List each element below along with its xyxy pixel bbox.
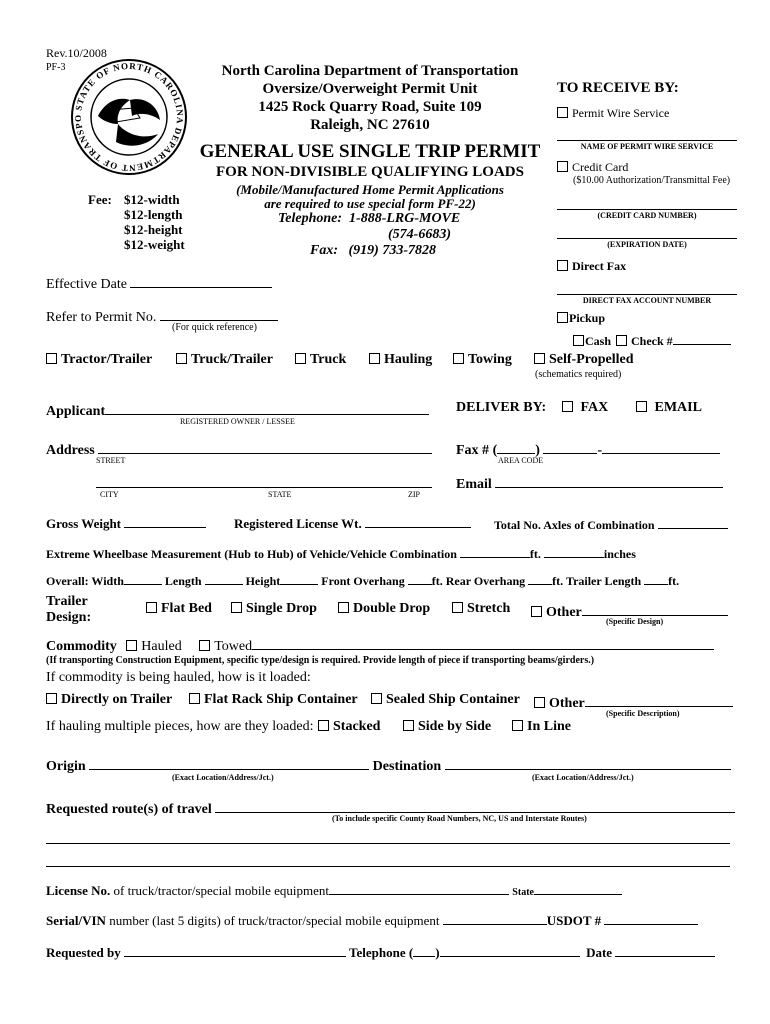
fax-row [310, 243, 436, 259]
design-label: Stretch [467, 601, 511, 616]
rear-overhang-unit: ft. [552, 574, 564, 588]
fee-width: $12-width [124, 192, 180, 207]
registered-wt-label: Registered License Wt. [234, 516, 362, 531]
vehicle-type-hauling[interactable] [369, 352, 432, 368]
applicant-fax-row: Fax # ( ) - [456, 439, 720, 459]
checkbox[interactable] [46, 693, 57, 704]
route-line-2[interactable] [46, 843, 730, 844]
area-code-caption: AREA CODE [498, 456, 544, 465]
destination-label: Destination [372, 759, 442, 774]
checkbox[interactable] [453, 353, 464, 364]
commodity-row [46, 635, 714, 655]
license-label-text: of truck/tractor/special mobile equipment [110, 883, 330, 898]
effective-date-row [46, 273, 272, 293]
gross-weight-field[interactable] [124, 513, 206, 528]
wheelbase-row [46, 543, 636, 562]
loaded-directly-on-trailer[interactable] [46, 692, 172, 708]
deliver-by-label: DELIVER BY: [456, 400, 547, 415]
deliver-fax-option[interactable] [562, 400, 608, 416]
origin-label: Origin [46, 759, 86, 774]
loaded-label: Flat Rack Ship Container [204, 692, 358, 707]
wheelbase-inches-field[interactable] [544, 543, 604, 558]
checkbox[interactable] [534, 353, 545, 364]
serial-label-bold: Serial/VIN [46, 913, 106, 928]
svg-text:STATE OF NORTH CAROLINA DEPAR: STATE OF NORTH CAROLINA DEPARTMENT OF TRANSPO [72, 60, 186, 174]
revision-label: Rev.10/2008 [46, 46, 107, 60]
expiration-date-field[interactable] [557, 238, 737, 239]
route-line-3[interactable] [46, 866, 730, 867]
check-label: Check # [631, 334, 673, 348]
design-other-caption: (Specific Design) [606, 617, 664, 626]
email-field[interactable] [495, 473, 723, 488]
cash-checkbox[interactable] [573, 335, 584, 346]
trailer-design-label-1: Trailer [46, 594, 88, 609]
fee-length: $12-length [124, 207, 183, 222]
checkbox[interactable] [371, 693, 382, 704]
direct-fax-caption: DIRECT FAX ACCOUNT NUMBER [582, 296, 712, 305]
serial-field[interactable] [443, 910, 547, 925]
deliver-email-option[interactable] [636, 400, 702, 416]
telephone-row [278, 211, 460, 227]
fax-area-code-field[interactable] [497, 439, 535, 454]
deliver-fax-checkbox[interactable] [562, 401, 573, 412]
header-city: Raleigh, NC 27610 [310, 117, 430, 133]
vehicle-type-label: Towing [468, 352, 512, 367]
vehicle-type-tractor-trailer[interactable] [46, 352, 152, 368]
multiple-in-line[interactable] [512, 719, 571, 735]
page-title: GENERAL USE SINGLE TRIP PERMIT [199, 141, 541, 162]
design-label: Flat Bed [161, 601, 212, 616]
requested-date-field[interactable] [615, 942, 715, 957]
axles-field[interactable] [658, 514, 728, 529]
gross-weight-label: Gross Weight [46, 516, 122, 531]
axles-row [494, 514, 728, 533]
checkbox[interactable] [146, 602, 157, 613]
design-label: Other [546, 605, 582, 620]
requested-by-row: Requested by Telephone ( ) Date [46, 942, 715, 961]
email-label: Email [456, 477, 492, 492]
state-caption: STATE [268, 490, 292, 499]
destination-field[interactable] [445, 755, 731, 770]
serial-row [46, 910, 698, 929]
hauled-checkbox[interactable] [126, 640, 137, 651]
cash-label: Cash [585, 334, 612, 348]
email-row [456, 473, 723, 493]
telephone-number: 1-888-LRG-MOVE [349, 211, 461, 226]
zip-caption: ZIP [408, 490, 420, 499]
credit-card-checkbox[interactable] [557, 161, 568, 172]
checkbox[interactable] [452, 602, 463, 613]
license-state-label: State [512, 887, 534, 898]
receive-title: TO RECEIVE BY: [557, 80, 679, 96]
design-double-drop[interactable] [338, 601, 430, 617]
header-address: 1425 Rock Quarry Road, Suite 109 [258, 99, 482, 115]
cash-check-row [573, 330, 731, 349]
loaded-flat-rack[interactable] [189, 692, 358, 708]
axles-label: Total No. Axles of Combination [494, 518, 655, 532]
multiple-side-by-side[interactable] [403, 719, 491, 735]
applicant-field[interactable] [105, 400, 429, 415]
fax-number: (919) 733-7828 [348, 243, 436, 258]
checkbox[interactable] [338, 602, 349, 613]
design-single-drop[interactable] [231, 601, 317, 617]
multiple-label: In Line [527, 719, 571, 734]
fee-weight: $12-weight [124, 237, 185, 252]
registered-wt-row [234, 513, 471, 532]
wheelbase-ft-field[interactable] [460, 543, 530, 558]
checkbox[interactable] [531, 606, 542, 617]
hauled-label: Hauled [141, 639, 182, 654]
design-other-field[interactable] [582, 601, 728, 616]
fax-label: Fax: [310, 243, 338, 258]
page-subtitle: FOR NON-DIVISIBLE QUALIFYING LOADS [216, 164, 524, 180]
requested-date-label: Date [586, 945, 613, 960]
loaded-other-caption: (Specific Description) [606, 709, 680, 718]
refer-caption: (For quick reference) [172, 322, 257, 333]
vehicle-type-label: Self-Propelled [549, 352, 634, 367]
street-caption: STREET [96, 456, 126, 465]
direct-fax-label: Direct Fax [572, 259, 627, 273]
trailer-length-field[interactable] [644, 570, 668, 585]
requested-by-label: Requested by [46, 945, 121, 960]
destination-caption: (Exact Location/Address/Jct.) [532, 773, 634, 782]
header-agency: North Carolina Department of Transportation [221, 63, 519, 79]
rear-overhang-label: Rear Overhang [445, 574, 526, 588]
checkbox[interactable] [318, 720, 329, 731]
commodity-field[interactable] [252, 635, 714, 650]
license-label-bold: License No. [46, 883, 111, 898]
ncdot-seal-logo [70, 58, 188, 176]
applicant-label: Applicant [46, 404, 106, 419]
overall-width-label: Overall: Width [46, 574, 124, 588]
loaded-question: If commodity is being hauled, how is it loaded: [46, 670, 311, 685]
permit-wire-checkbox[interactable] [557, 107, 568, 118]
registered-wt-field[interactable] [365, 513, 471, 528]
license-row [46, 880, 622, 899]
route-caption: (To include specific County Road Numbers, NC, US and Interstate Routes) [332, 814, 587, 823]
trailer-design-label-2: Design: [46, 610, 92, 625]
multiple-label: Stacked [333, 719, 381, 734]
street-field[interactable] [98, 439, 432, 454]
loaded-label: Sealed Ship Container [386, 692, 520, 707]
commodity-note: (If transporting Construction Equipment, specific type/design is required. Provide length of piece if transporting beams/girders.) [46, 655, 595, 666]
front-overhang-unit: ft. [431, 574, 443, 588]
design-flat-bed[interactable] [146, 601, 212, 617]
deliver-fax-label: FAX [580, 400, 609, 415]
credit-card-label: Credit Card [572, 160, 629, 174]
serial-label-text: number (last 5 digits) of truck/tractor/special mobile equipment [105, 913, 440, 928]
front-overhang-label: Front Overhang [321, 574, 405, 588]
loaded-other-field[interactable] [585, 692, 733, 707]
check-number-field[interactable] [673, 330, 731, 345]
checkbox[interactable] [231, 602, 242, 613]
checkbox[interactable] [534, 697, 545, 708]
vehicle-type-truck[interactable] [295, 352, 346, 368]
route-field[interactable] [215, 798, 735, 813]
multiple-question: If hauling multiple pieces, how are they loaded: [46, 719, 314, 734]
header-unit: Oversize/Overweight Permit Unit [262, 81, 478, 97]
trailer-length-label: Trailer Length [565, 574, 642, 588]
vehicle-type-towing[interactable] [453, 352, 512, 368]
header-note-1: (Mobile/Manufactured Home Permit Applications [236, 182, 504, 197]
length-field[interactable] [205, 570, 243, 585]
checkbox[interactable] [46, 353, 57, 364]
telephone-alt: (574-6683) [388, 227, 451, 242]
schematics-note: (schematics required) [535, 369, 622, 380]
loaded-sealed-container[interactable] [371, 692, 520, 708]
fee-height: $12-height [124, 222, 183, 237]
permit-wire-field[interactable] [557, 140, 737, 141]
refer-permit-field[interactable] [160, 306, 278, 321]
applicant-fax-label: Fax # [456, 443, 490, 458]
height-label: Height [245, 574, 281, 588]
fee-label: Fee: [88, 192, 112, 207]
form-number: PF-3 [46, 62, 66, 73]
credit-card-caption: (CREDIT CARD NUMBER) [597, 211, 697, 220]
route-label: Requested route(s) of travel [46, 802, 212, 817]
origin-caption: (Exact Location/Address/Jct.) [172, 773, 274, 782]
checkbox[interactable] [295, 353, 306, 364]
usdot-field[interactable] [604, 910, 698, 925]
fax-prefix-field[interactable] [543, 439, 597, 454]
checkbox[interactable] [403, 720, 414, 731]
front-overhang-field[interactable] [408, 570, 432, 585]
origin-field[interactable] [89, 755, 369, 770]
requested-telephone-field[interactable] [440, 942, 580, 957]
credit-card-number-field[interactable] [557, 209, 737, 210]
wheelbase-inches-unit: inches [603, 547, 636, 561]
credit-card-note: ($10.00 Authorization/Transmittal Fee) [573, 175, 731, 186]
origin-row [46, 755, 731, 775]
deliver-email-label: EMAIL [654, 400, 702, 415]
checkbox[interactable] [176, 353, 187, 364]
height-field[interactable] [280, 570, 318, 585]
design-stretch[interactable] [452, 601, 510, 617]
usdot-label: USDOT # [546, 913, 602, 928]
refer-permit-label: Refer to Permit No. [46, 310, 157, 325]
permit-wire-label: Permit Wire Service [572, 106, 670, 120]
permit-wire-option[interactable] [557, 106, 669, 121]
multiple-stacked[interactable] [318, 719, 380, 735]
commodity-label: Commodity [46, 639, 117, 654]
license-state-field[interactable] [534, 880, 622, 895]
telephone-label: Telephone: [278, 211, 343, 226]
rear-overhang-field[interactable] [528, 570, 552, 585]
vehicle-type-label: Tractor/Trailer [61, 352, 153, 367]
direct-fax-option[interactable] [557, 259, 626, 274]
dimensions-row [46, 570, 679, 589]
effective-date-label: Effective Date [46, 277, 127, 292]
requested-by-field[interactable] [124, 942, 346, 957]
requested-area-code-field[interactable] [413, 942, 435, 957]
loaded-label: Directly on Trailer [61, 692, 173, 707]
design-label: Double Drop [353, 601, 431, 616]
multiple-label: Side by Side [418, 719, 492, 734]
vehicle-type-label: Truck/Trailer [191, 352, 273, 367]
wheelbase-ft-unit: ft. [529, 547, 541, 561]
check-checkbox[interactable] [616, 335, 627, 346]
checkbox[interactable] [369, 353, 380, 364]
deliver-email-checkbox[interactable] [636, 401, 647, 412]
length-label: Length [164, 574, 202, 588]
address-label: Address [46, 443, 95, 458]
header-note-2: are required to use special form PF-22) [264, 196, 476, 211]
checkbox[interactable] [512, 720, 523, 731]
city-caption: CITY [100, 490, 119, 499]
design-label: Single Drop [246, 601, 317, 616]
checkbox[interactable] [189, 693, 200, 704]
license-field[interactable] [329, 880, 509, 895]
towed-label: Towed [214, 639, 253, 654]
trailer-length-unit: ft. [668, 574, 680, 588]
vehicle-type-label: Hauling [384, 352, 433, 367]
towed-checkbox[interactable] [199, 640, 210, 651]
applicant-caption: REGISTERED OWNER / LESSEE [180, 417, 295, 426]
vehicle-type-label: Truck [310, 352, 347, 367]
loaded-label: Other [549, 696, 585, 711]
credit-card-option[interactable] [557, 160, 628, 175]
city-state-zip-field[interactable] [96, 487, 432, 488]
pickup-checkbox[interactable] [557, 312, 568, 323]
requested-telephone-label: Telephone [349, 945, 406, 960]
vehicle-type-self-propelled[interactable] [534, 352, 634, 368]
direct-fax-field[interactable] [557, 294, 737, 295]
fax-line-field[interactable] [602, 439, 720, 454]
gross-weight-row [46, 513, 206, 532]
pickup-label: Pickup [569, 311, 606, 325]
expiration-caption: (EXPIRATION DATE) [607, 240, 687, 249]
vehicle-type-truck-trailer[interactable] [176, 352, 273, 368]
wheelbase-label: Extreme Wheelbase Measurement (Hub to Hub) of Vehicle/Vehicle Combination [46, 547, 457, 561]
effective-date-field[interactable] [130, 273, 272, 288]
direct-fax-checkbox[interactable] [557, 260, 568, 271]
overall-width-field[interactable] [124, 570, 162, 585]
pickup-option[interactable] [557, 311, 605, 326]
permit-wire-caption: NAME OF PERMIT WIRE SERVICE [580, 142, 714, 151]
